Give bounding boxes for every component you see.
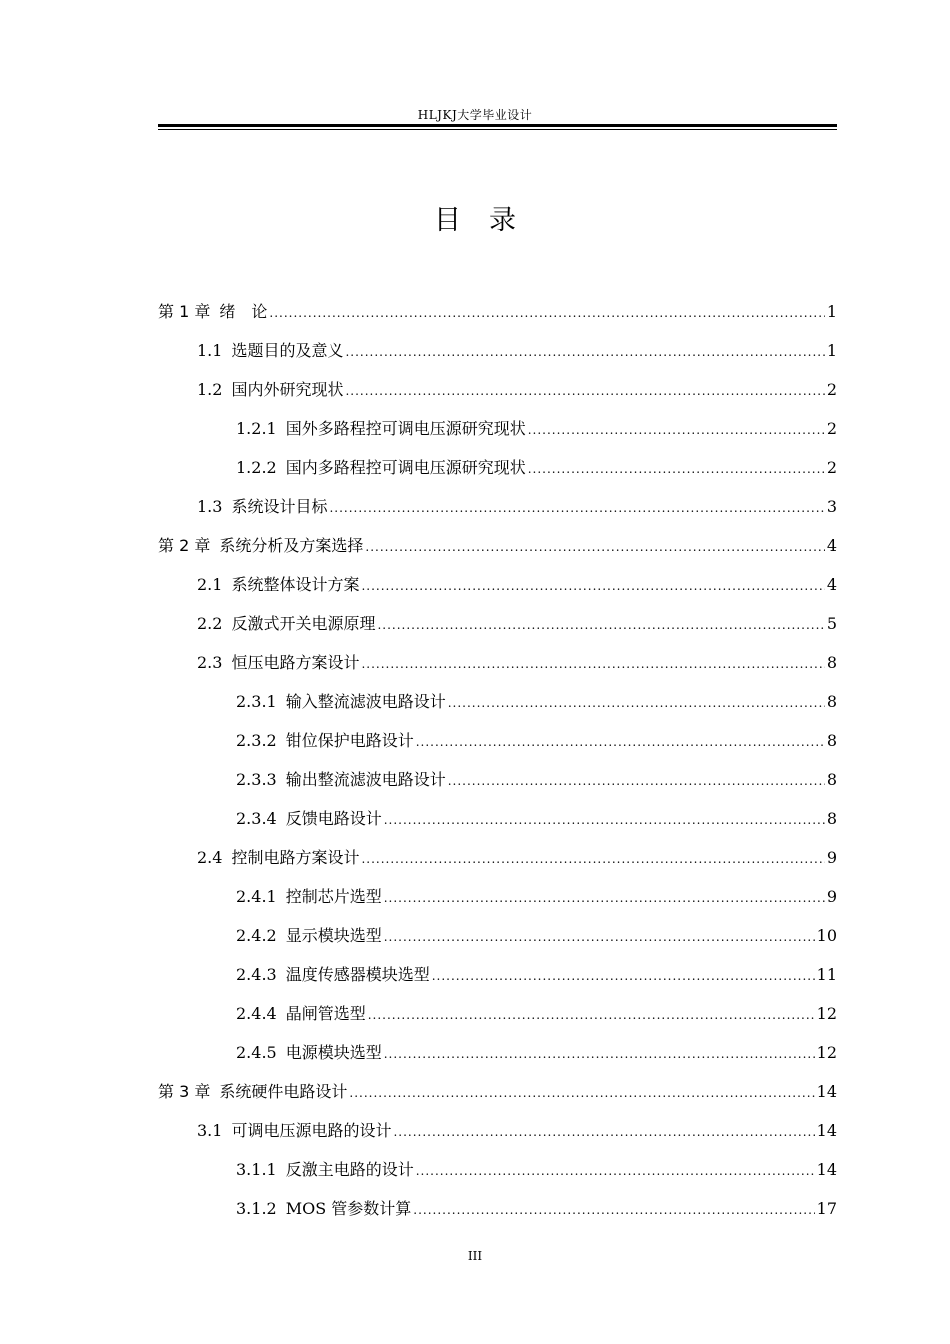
- toc-entry-2-4[interactable]: [158, 843, 837, 882]
- toc-label: 可调电压源电路的设计: [231, 1121, 392, 1140]
- toc-entry-1-2[interactable]: [158, 375, 837, 414]
- header-rule-thin: [158, 129, 837, 130]
- toc-number: 2.2: [197, 614, 223, 633]
- toc-page: 9: [826, 887, 837, 906]
- toc-entry-3-1-2[interactable]: [158, 1194, 837, 1233]
- toc-page: 8: [826, 692, 837, 711]
- toc-entry-3-1[interactable]: [158, 1116, 837, 1155]
- toc-number: 2.1: [197, 575, 223, 594]
- dot-leader: [329, 493, 824, 523]
- toc-page: 2: [826, 458, 837, 477]
- toc-entry-2-4-4[interactable]: [158, 999, 837, 1038]
- dot-leader: [384, 883, 825, 913]
- toc-page: 17: [816, 1199, 837, 1218]
- toc-number: 1.2.1: [236, 419, 277, 438]
- toc-entry-1-1[interactable]: [158, 336, 837, 375]
- toc-label: 恒压电路方案设计: [231, 653, 360, 672]
- toc-number: 3.1.2: [236, 1199, 277, 1218]
- dot-leader: [528, 454, 825, 484]
- dot-leader: [413, 1195, 814, 1225]
- toc-label: MOS 管参数计算: [285, 1199, 412, 1218]
- toc-number: 1.2: [197, 380, 223, 399]
- toc-entry-1-3[interactable]: [158, 492, 837, 531]
- toc-label: 电源模块选型: [285, 1043, 382, 1062]
- toc-number: 3.1: [197, 1121, 223, 1140]
- toc-label: 反馈电路设计: [285, 809, 382, 828]
- dot-leader: [384, 922, 815, 952]
- toc-label: 反激主电路的设计: [285, 1160, 414, 1179]
- dot-leader: [432, 961, 815, 991]
- dot-leader: [377, 610, 824, 640]
- toc-label: 系统整体设计方案: [231, 575, 360, 594]
- toc-number: 3.1.1: [236, 1160, 277, 1179]
- dot-leader: [349, 1078, 814, 1108]
- page-number: III: [467, 1249, 483, 1263]
- dot-leader: [393, 1117, 814, 1147]
- toc-page: 8: [826, 809, 837, 828]
- toc-page: 2: [826, 419, 837, 438]
- toc-label: 绪 论: [219, 302, 268, 321]
- toc-label: 国内多路程控可调电压源研究现状: [285, 458, 526, 477]
- toc-page: 2: [826, 380, 837, 399]
- toc-page: 14: [816, 1082, 837, 1101]
- toc-entry-chapter-2[interactable]: [158, 531, 837, 570]
- dot-leader: [416, 1156, 815, 1186]
- toc-label: 输入整流滤波电路设计: [285, 692, 446, 711]
- toc-number: 2.3.4: [236, 809, 277, 828]
- toc-entry-2-4-1[interactable]: [158, 882, 837, 921]
- toc-label: 系统硬件电路设计: [219, 1082, 348, 1101]
- toc-page: 8: [826, 653, 837, 672]
- toc-label: 晶闸管选型: [285, 1004, 366, 1023]
- toc-number: 2.4.3: [236, 965, 277, 984]
- toc-entry-2-2[interactable]: [158, 609, 837, 648]
- toc-page: 14: [816, 1121, 837, 1140]
- toc-label: 反激式开关电源原理: [231, 614, 376, 633]
- toc-page: 5: [826, 614, 837, 633]
- toc-number: 1.3: [197, 497, 223, 516]
- toc-label: 系统分析及方案选择: [219, 536, 364, 555]
- toc-entry-2-4-2[interactable]: [158, 921, 837, 960]
- toc-page: 4: [826, 536, 837, 555]
- toc-page: 1: [826, 302, 837, 321]
- toc-number: 第 1 章: [158, 302, 211, 321]
- toc-number: 第 3 章: [158, 1082, 211, 1101]
- dot-leader: [345, 337, 824, 367]
- toc-page: 1: [826, 341, 837, 360]
- dot-leader: [448, 688, 825, 718]
- dot-leader: [384, 1039, 815, 1069]
- dot-leader: [365, 532, 824, 562]
- toc-entry-2-3-1[interactable]: [158, 687, 837, 726]
- toc-number: 2.4.1: [236, 887, 277, 906]
- toc-number: 2.3.3: [236, 770, 277, 789]
- toc-page: 3: [826, 497, 837, 516]
- toc-entry-2-4-5[interactable]: [158, 1038, 837, 1077]
- toc-entry-2-1[interactable]: [158, 570, 837, 609]
- toc-number: 2.3: [197, 653, 223, 672]
- page-header: HLJKJ大学毕业设计: [417, 108, 533, 122]
- toc-label: 控制电路方案设计: [231, 848, 360, 867]
- toc-entry-chapter-1[interactable]: [158, 297, 837, 336]
- toc-number: 2.4.5: [236, 1043, 277, 1062]
- toc-label: 系统设计目标: [231, 497, 328, 516]
- toc-label: 国内外研究现状: [231, 380, 344, 399]
- toc-label: 显示模块选型: [285, 926, 382, 945]
- page-title: 目录: [434, 205, 544, 236]
- toc-number: 2.4.2: [236, 926, 277, 945]
- toc-page: 4: [826, 575, 837, 594]
- toc-entry-chapter-3[interactable]: [158, 1077, 837, 1116]
- table-of-contents: [158, 297, 837, 1233]
- header-rule-thick: [158, 124, 837, 127]
- dot-leader: [528, 415, 825, 445]
- toc-entry-1-2-2[interactable]: [158, 453, 837, 492]
- dot-leader: [361, 844, 824, 874]
- toc-label: 输出整流滤波电路设计: [285, 770, 446, 789]
- toc-page: 10: [816, 926, 837, 945]
- toc-number: 2.3.1: [236, 692, 277, 711]
- toc-label: 国外多路程控可调电压源研究现状: [285, 419, 526, 438]
- toc-entry-1-2-1[interactable]: [158, 414, 837, 453]
- dot-leader: [368, 1000, 815, 1030]
- dot-leader: [384, 805, 825, 835]
- toc-entry-3-1-1[interactable]: [158, 1155, 837, 1194]
- toc-number: 2.4: [197, 848, 223, 867]
- toc-number: 2.4.4: [236, 1004, 277, 1023]
- dot-leader: [345, 376, 824, 406]
- toc-page: 12: [816, 1043, 837, 1062]
- toc-label: 选题目的及意义: [231, 341, 344, 360]
- toc-page: 12: [816, 1004, 837, 1023]
- toc-label: 控制芯片选型: [285, 887, 382, 906]
- toc-entry-2-4-3[interactable]: [158, 960, 837, 999]
- toc-entry-2-3-4[interactable]: [158, 804, 837, 843]
- toc-label: 钳位保护电路设计: [285, 731, 414, 750]
- dot-leader: [361, 571, 824, 601]
- toc-number: 1.1: [197, 341, 223, 360]
- toc-page: 14: [816, 1160, 837, 1179]
- toc-page: 9: [826, 848, 837, 867]
- toc-number: 1.2.2: [236, 458, 277, 477]
- dot-leader: [448, 766, 825, 796]
- dot-leader: [269, 298, 824, 328]
- toc-page: 8: [826, 731, 837, 750]
- toc-entry-2-3-3[interactable]: [158, 765, 837, 804]
- toc-number: 第 2 章: [158, 536, 211, 555]
- toc-entry-2-3[interactable]: [158, 648, 837, 687]
- toc-page: 11: [816, 965, 837, 984]
- toc-number: 2.3.2: [236, 731, 277, 750]
- toc-entry-2-3-2[interactable]: [158, 726, 837, 765]
- dot-leader: [416, 727, 825, 757]
- toc-page: 8: [826, 770, 837, 789]
- toc-label: 温度传感器模块选型: [285, 965, 430, 984]
- dot-leader: [361, 649, 824, 679]
